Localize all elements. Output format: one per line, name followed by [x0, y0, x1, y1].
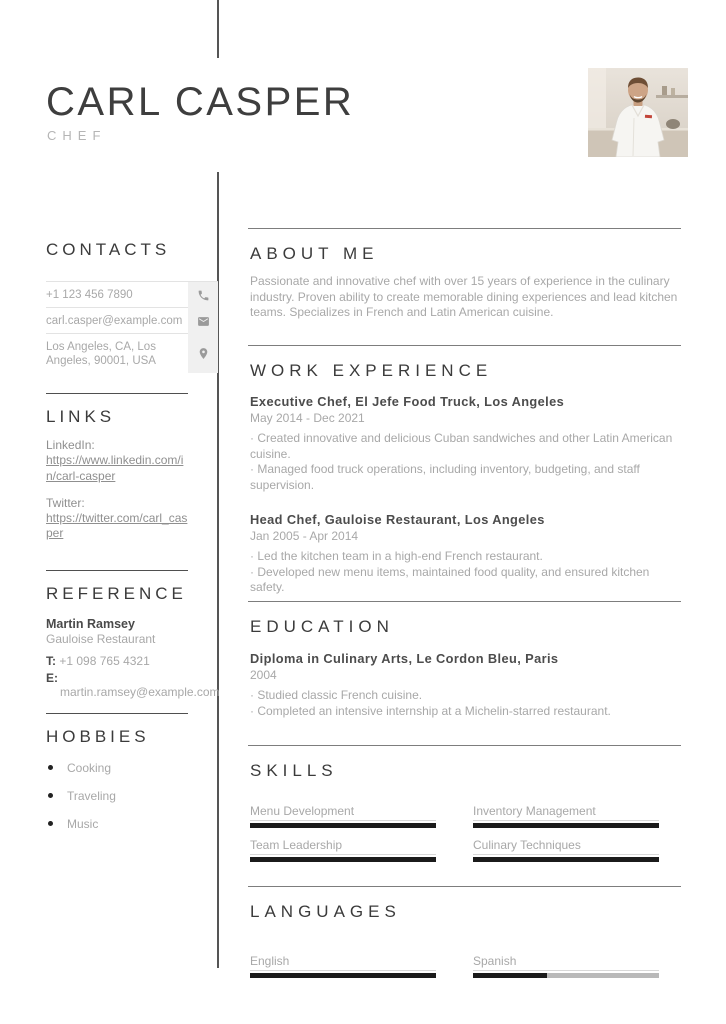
- language-bar-fill: [473, 973, 547, 978]
- hobbies-heading: HOBBIES: [46, 727, 150, 746]
- hobbies-list: [48, 761, 188, 831]
- links-section: [46, 393, 188, 542]
- skill-bar: [473, 823, 659, 828]
- job-title: CHEF: [47, 128, 107, 143]
- languages-section: [248, 886, 681, 978]
- skill-label: Inventory Management: [473, 804, 659, 821]
- about-text: Passionate and innovative chef with over 15 years of experience in the culinary industry. Proven ability to create memorable dining experiences and lead kitchen teams. Specializes in French and Latin American cuisine.: [250, 274, 678, 319]
- hobby-item: Cooking: [48, 761, 188, 775]
- language-label: Spanish: [473, 954, 659, 971]
- language-item: [250, 954, 436, 978]
- work-experience-section: [248, 345, 681, 596]
- linkedin-link[interactable]: https://www.linkedin.com/in/carl-casper: [46, 453, 184, 483]
- person-name: CARL CASPER: [46, 80, 355, 124]
- skill-label: Culinary Techniques: [473, 838, 659, 855]
- contact-address: Los Angeles, CA, Los Angeles, 90001, USA: [46, 341, 156, 367]
- contact-email-row: [46, 308, 218, 334]
- skills-heading: SKILLS: [250, 761, 338, 780]
- job-title-line: Head Chef, Gauloise Restaurant, Los Angeles: [250, 512, 545, 527]
- skill-bar-fill: [473, 823, 659, 828]
- job-bullets: [250, 431, 679, 493]
- twitter-link[interactable]: https://twitter.com/carl_casper: [46, 510, 188, 540]
- contact-email: carl.casper@example.com: [46, 308, 188, 334]
- envelope-icon: [188, 308, 218, 334]
- linkedin-label: LinkedIn:: [46, 438, 95, 452]
- reference-heading: REFERENCE: [46, 584, 187, 603]
- education-bullet: · Completed an intensive internship at a Michelin-starred restaurant.: [250, 704, 679, 720]
- language-bar: [250, 973, 436, 978]
- languages-heading: LANGUAGES: [250, 902, 401, 921]
- job-bullet: · Developed new menu items, maintained food quality, and ensured kitchen safety.: [250, 565, 679, 596]
- skill-label: Menu Development: [250, 804, 436, 821]
- skill-bar: [250, 857, 436, 862]
- reference-email-label: E:: [46, 670, 58, 685]
- education-bullets: [250, 688, 679, 719]
- skill-bar-fill: [250, 823, 436, 828]
- contacts-section: [46, 240, 188, 260]
- job-entry: [250, 394, 679, 493]
- skill-bar-fill: [250, 857, 436, 862]
- education-section: [248, 601, 681, 719]
- language-bar: [473, 973, 659, 978]
- reference-phone-label: T:: [46, 654, 56, 668]
- job-bullet: · Managed food truck operations, including inventory, budgeting, and staff supervision.: [250, 462, 679, 493]
- language-item: [473, 954, 659, 978]
- about-heading: ABOUT ME: [250, 244, 379, 263]
- reference-email: [46, 670, 220, 700]
- contact-phone: +1 123 456 7890: [46, 282, 188, 308]
- skills-grid: [250, 804, 681, 862]
- hobbies-section: [46, 713, 188, 845]
- skill-item: [473, 804, 659, 828]
- contacts-heading: CONTACTS: [46, 240, 171, 259]
- job-dates: Jan 2005 - Apr 2014: [250, 529, 359, 543]
- education-entry: [250, 651, 679, 719]
- language-bar-fill: [250, 973, 436, 978]
- job-title-line: Executive Chef, El Jefe Food Truck, Los Angeles: [250, 394, 565, 409]
- skill-bar: [250, 823, 436, 828]
- reference-section: [46, 570, 220, 700]
- contact-rows: [46, 281, 218, 373]
- reference-phone: [46, 654, 188, 669]
- reference-email-value: martin.ramsey@example.com: [60, 685, 220, 699]
- languages-grid: [250, 954, 681, 978]
- education-heading: EDUCATION: [250, 617, 394, 636]
- job-bullets: [250, 549, 679, 596]
- phone-icon: [188, 282, 218, 308]
- job-bullet: · Led the kitchen team in a high-end French restaurant.: [250, 549, 679, 565]
- about-section: [248, 228, 681, 321]
- contact-phone-row: [46, 282, 218, 308]
- skill-bar: [473, 857, 659, 862]
- reference-company: Gauloise Restaurant: [46, 632, 156, 646]
- education-degree: Diploma in Culinary Arts, Le Cordon Bleu, Paris: [250, 651, 559, 666]
- language-label: English: [250, 954, 436, 971]
- skill-label: Team Leadership: [250, 838, 436, 855]
- reference-name: Martin Ramsey: [46, 617, 135, 631]
- skill-item: [473, 838, 659, 862]
- hobby-item: Traveling: [48, 789, 188, 803]
- job-dates: May 2014 - Dec 2021: [250, 411, 365, 425]
- profile-photo: [588, 68, 688, 157]
- job-entry: [250, 512, 679, 596]
- education-bullet: · Studied classic French cuisine.: [250, 688, 679, 704]
- location-icon: [188, 334, 218, 373]
- skills-section: [248, 745, 681, 862]
- chef-portrait-illustration: [588, 68, 688, 157]
- job-bullet: · Created innovative and delicious Cuban sandwiches and other Latin American cuisine.: [250, 431, 679, 462]
- education-year: 2004: [250, 668, 277, 682]
- skill-item: [250, 804, 436, 828]
- work-heading: WORK EXPERIENCE: [250, 361, 493, 380]
- skill-item: [250, 838, 436, 862]
- links-heading: LINKS: [46, 407, 116, 426]
- skill-bar-fill: [473, 857, 659, 862]
- reference-phone-value: +1 098 765 4321: [59, 654, 150, 668]
- contact-address-row: [46, 334, 218, 373]
- top-divider-line: [217, 0, 219, 58]
- twitter-label: Twitter:: [46, 495, 85, 510]
- hobby-item: Music: [48, 817, 188, 831]
